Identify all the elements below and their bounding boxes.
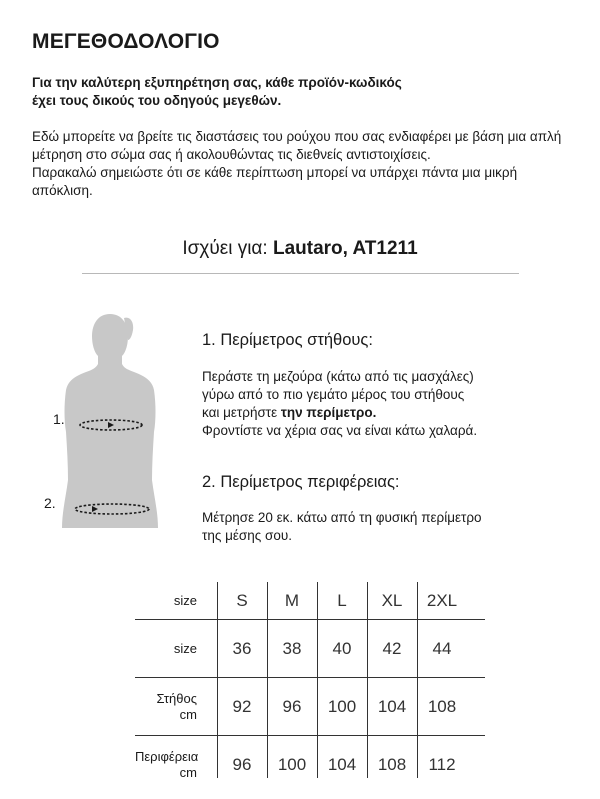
body-silhouette-icon [62,314,158,528]
chest-line-3-bold: την περίμετρο. [280,405,377,420]
table-row-label-line: Στήθος [156,691,197,706]
chest-line-4: Φροντίστε να χέρια σας να είναι κάτω χαλαρά. [202,423,478,438]
table-cell: M [284,591,300,610]
table-row [135,678,485,736]
marker-2: 2. [44,495,56,511]
page-title: ΜΕΓΕΘΟΔΟΛΟΓΙΟ [32,30,220,53]
hip-measure-title: 2. Περίμετρος περιφέρειας: [202,473,400,491]
applies-products: Lautaro, AT1211 [272,238,418,259]
table-row [135,620,485,678]
hip-line-2: της μέσης σου. [202,528,292,543]
table-row-label [135,691,197,723]
table-cell: 108 [427,697,457,716]
intro-text [32,74,572,110]
applies-to [0,238,600,260]
table-cell: 36 [232,639,252,658]
table-row-label-unit: cm [179,707,197,722]
chest-measure-instructions [202,368,562,440]
table-row-label [135,641,197,657]
table-row-label-unit: cm [179,765,197,780]
table-cell: 100 [277,755,307,774]
description-paragraph-1: Εδώ μπορείτε να βρείτε τις διαστάσεις του ρούχου που σας ενδιαφέρει με βάση μια απλή μέτρηση στο σώμα σας ή ακολουθώντας τις διεθνείς αντιστοιχίσεις. [32,129,562,162]
description-paragraph-2: Παρακαλώ σημειώστε ότι σε κάθε περίπτωση μπορεί να υπάρχει πάντα μια μικρή απόκλιση. [32,165,518,198]
intro-line-1: Για την καλύτερη εξυπηρέτηση σας, κάθε προϊόν-κωδικός [32,75,402,90]
description-text [32,128,572,200]
table-row-label-line: size [173,641,197,656]
table-row-label: size [173,593,197,608]
hip-measure-instructions [202,509,562,545]
table-row-label [135,749,197,781]
size-table [135,582,485,794]
chest-line-3-prefix: και μετρήστε [202,405,278,420]
table-cell: L [337,591,347,610]
table-row [135,736,485,794]
table-cell: 96 [282,697,302,716]
table-cell: 112 [428,755,456,774]
marker-1: 1. [53,411,65,427]
chest-measure-title: 1. Περίμετρος στήθους: [202,331,373,349]
table-cell: XL [381,591,403,610]
chest-line-1: Περάστε τη μεζούρα (κάτω από τις μασχάλες) [202,369,474,384]
body-silhouette-figure [40,300,180,550]
hip-line-1: Μέτρησε 20 εκ. κάτω από τη φυσική περίμετρο [202,510,482,525]
table-cell: 2XL [426,591,458,610]
table-cell: 100 [327,697,357,716]
table-cell: 104 [377,697,407,716]
table-cell: 108 [377,755,407,774]
table-cell: 40 [332,639,352,658]
chest-line-3 [202,404,562,422]
table-cell: 96 [232,755,252,774]
table-cell: 44 [432,639,452,658]
table-cell: 92 [232,697,252,716]
table-row-label-line: Περιφέρεια [135,749,199,764]
chest-line-2: γύρω από το πιο γεμάτο μέρος του στήθους [202,387,465,402]
table-header-row [135,582,485,620]
table-cell: 42 [382,639,402,658]
divider [82,273,519,274]
intro-line-2: έχει τους δικούς του οδηγούς μεγεθών. [32,93,282,108]
table-cell: 104 [327,755,357,774]
table-cell: 38 [282,639,302,658]
applies-label: Ισχύει για: [182,238,268,259]
table-cell: S [236,591,248,610]
